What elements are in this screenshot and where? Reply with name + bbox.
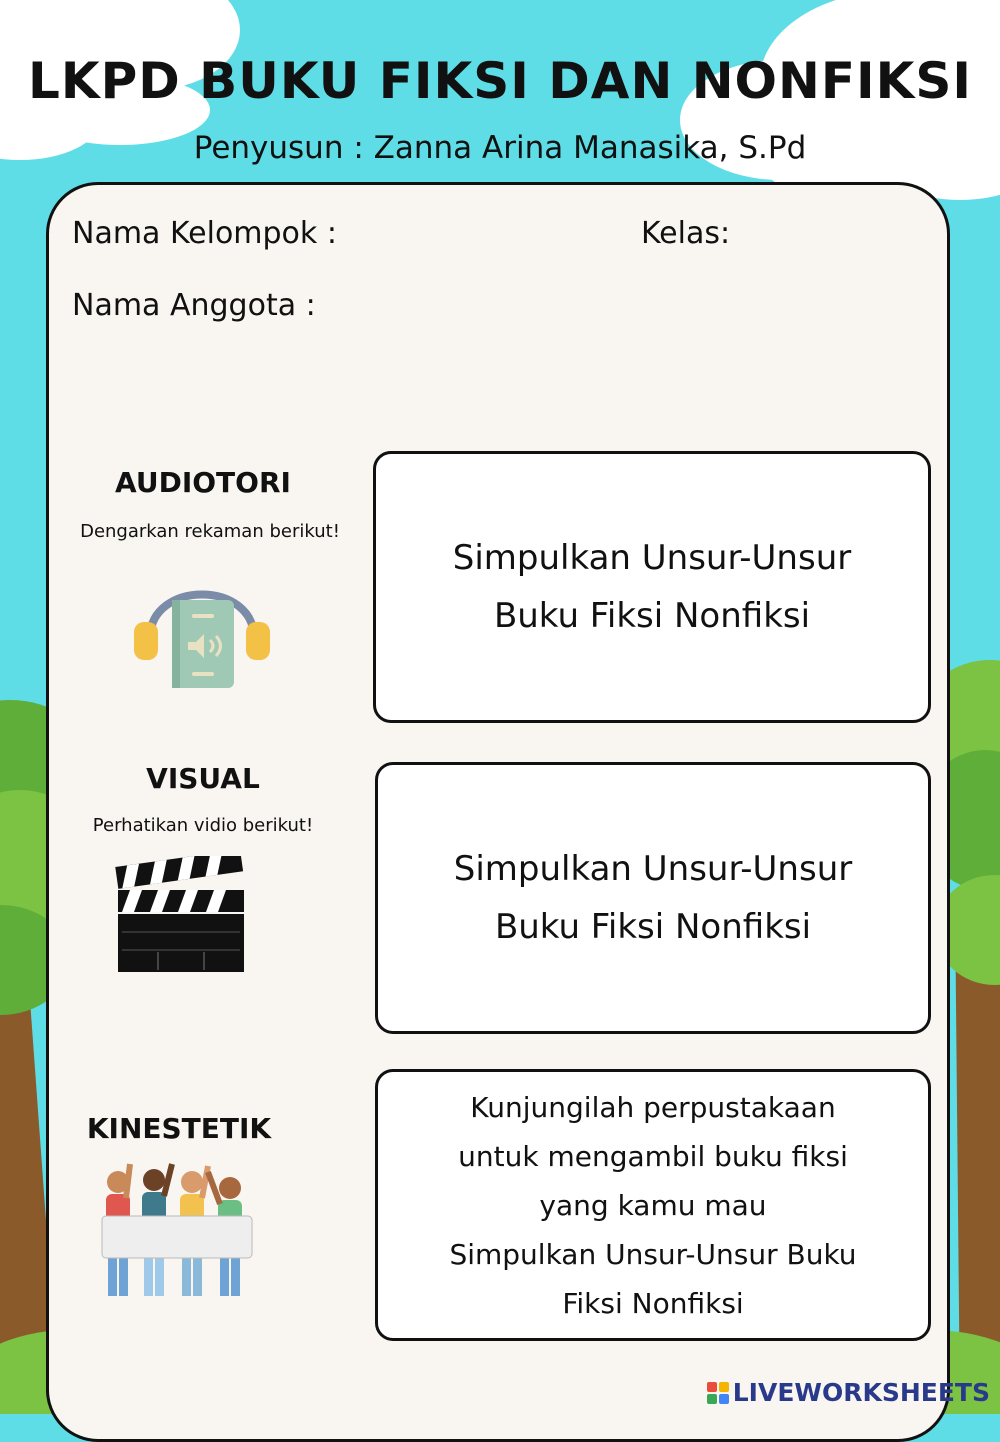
task-line: Buku Fiksi Nonfiksi (493, 596, 811, 636)
section-visual-title: VISUAL (146, 762, 260, 795)
watermark-text: LIVEWORKSHEETS (732, 1378, 990, 1407)
task-box-kinestetik (375, 1069, 931, 1341)
author-line: Penyusun : Zanna Arina Manasika, S.Pd (193, 130, 807, 166)
group-name-label: Nama Kelompok : (72, 216, 337, 251)
members-label: Nama Anggota : (72, 288, 316, 323)
task-line: Kunjungilah perpustakaan (470, 1090, 836, 1124)
section-visual-subtitle: Perhatikan vidio berikut! (92, 815, 314, 836)
task-line: yang kamu mau (539, 1188, 767, 1222)
section-audiotori-subtitle: Dengarkan rekaman berikut! (80, 521, 340, 542)
liveworksheets-watermark (707, 1378, 990, 1407)
task-box-audiotori (373, 451, 931, 723)
task-line: Buku Fiksi Nonfiksi (494, 907, 812, 947)
group-of-people-icon (96, 1158, 264, 1304)
section-audiotori-title: AUDIOTORI (115, 466, 291, 499)
task-line: Simpulkan Unsur-Unsur (452, 538, 852, 578)
task-line: Simpulkan Unsur-Unsur (453, 849, 853, 889)
task-line: Fiksi Nonfiksi (562, 1286, 744, 1320)
clapperboard-icon (114, 856, 248, 974)
headphone-book-icon (132, 560, 272, 692)
task-line: Simpulkan Unsur-Unsur Buku (449, 1237, 857, 1271)
task-line: untuk mengambil buku fiksi (458, 1139, 848, 1173)
task-box-visual (375, 762, 931, 1034)
class-label: Kelas: (641, 216, 731, 251)
section-kinestetik-title: KINESTETIK (86, 1112, 272, 1145)
worksheet-title: LKPD BUKU FIKSI DAN NONFIKSI (27, 52, 973, 110)
liveworksheets-logo-icon (707, 1382, 729, 1404)
